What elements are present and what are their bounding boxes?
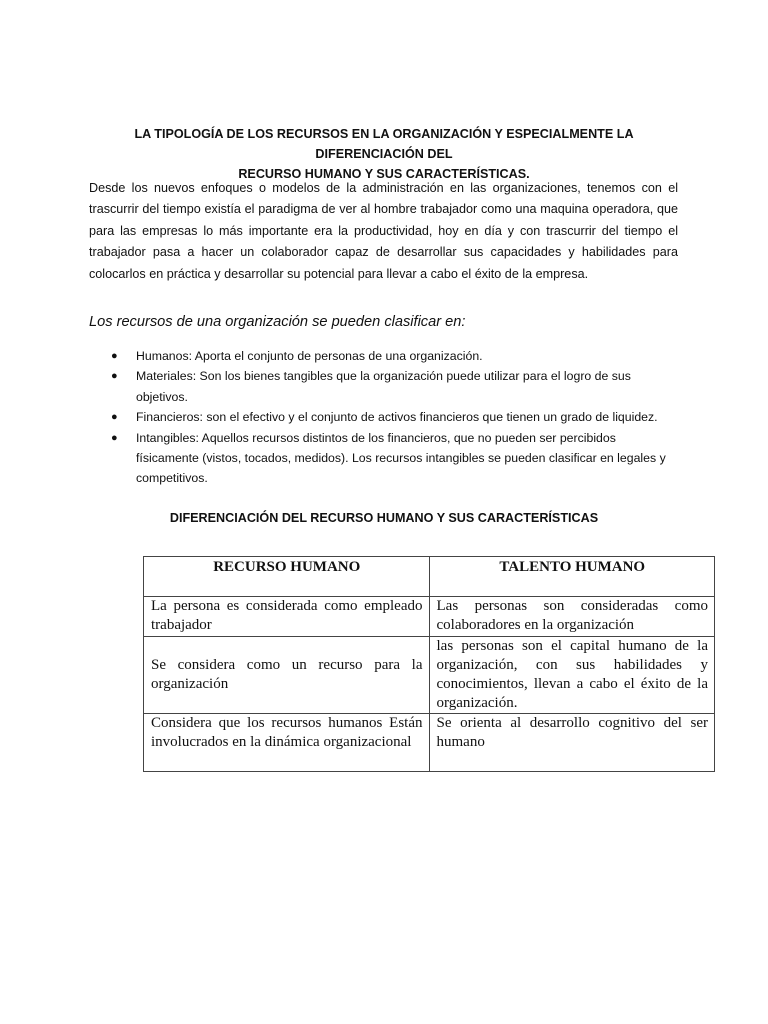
intro-paragraph: Desde los nuevos enfoques o modelos de la administración en las organizaciones, tenemos con el trascurrir del tiempo existía el paradigma de ver al hombre trabajador como una maquina operadora, que para las empresas lo más importante era la productividad, hoy en día y con trascurrir del tiempo el trabajador pasa a hacer un colaborador capaz de desarrollar sus capacidades y habilidades para colocarlos en práctica y desarrollar su potencial para llevar a cabo el éxito de la empresa. <box>89 181 678 281</box>
comparison-table <box>143 556 715 772</box>
header-recurso-humano: RECURSO HUMANO <box>144 557 430 597</box>
cell-text: Se considera como un recurso para la organización <box>151 657 423 692</box>
bullet-icon: ● <box>111 350 118 362</box>
header-talento-humano: TALENTO HUMANO <box>429 557 715 597</box>
table-cell <box>144 637 430 714</box>
list-item <box>108 407 680 427</box>
list-item-text: Financieros: son el efectivo y el conjunto de activos financieros que tienen un grado de liquidez. <box>136 410 658 425</box>
bullet-icon: ● <box>111 411 118 424</box>
table-cell: Considera que los recursos humanos Están involucrados en la dinámica organizacional <box>144 714 430 772</box>
list-item <box>108 428 680 489</box>
table-title: DIFERENCIACIÓN DEL RECURSO HUMANO Y SUS CARACTERÍSTICAS <box>169 511 599 525</box>
list-item-text: Intangibles: Aquellos recursos distintos de los financieros, que no pueden ser percibidos físicamente (vistos, tocados, medidos). Los recursos intangibles se pueden clasificar en legales y competitivos. <box>136 430 666 486</box>
table-row <box>144 637 715 714</box>
classification-subheading: Los recursos de una organización se pueden clasificar en: <box>89 314 466 330</box>
bullet-icon: ● <box>111 370 118 383</box>
document-title <box>88 124 680 184</box>
title-line-2: RECURSO HUMANO Y SUS CARACTERÍSTICAS. <box>238 167 530 181</box>
title-line-1: LA TIPOLOGÍA DE LOS RECURSOS EN LA ORGANIZACIÓN Y ESPECIALMENTE LA DIFERENCIACIÓN DEL <box>134 127 634 161</box>
table-cell: Las personas son consideradas como colaboradores en la organización <box>429 597 715 637</box>
list-item-text: Materiales: Son los bienes tangibles que la organización puede utilizar para el logro de sus objetivos. <box>136 369 631 404</box>
table-row <box>144 597 715 637</box>
table-cell: las personas son el capital humano de la organización, con sus habilidades y conocimientos, llevan a cabo el éxito de la organización. <box>429 637 715 714</box>
bullet-icon: ● <box>111 431 118 444</box>
table-cell: Se orienta al desarrollo cognitivo del ser humano <box>429 714 715 772</box>
list-item <box>108 366 680 407</box>
table-row <box>144 714 715 772</box>
resource-types-list <box>108 346 680 489</box>
table-header-row <box>144 557 715 597</box>
table-cell: La persona es considerada como empleado trabajador <box>144 597 430 637</box>
list-item-text: Humanos: Aporta el conjunto de personas de una organización. <box>136 349 483 363</box>
list-item <box>108 346 680 366</box>
